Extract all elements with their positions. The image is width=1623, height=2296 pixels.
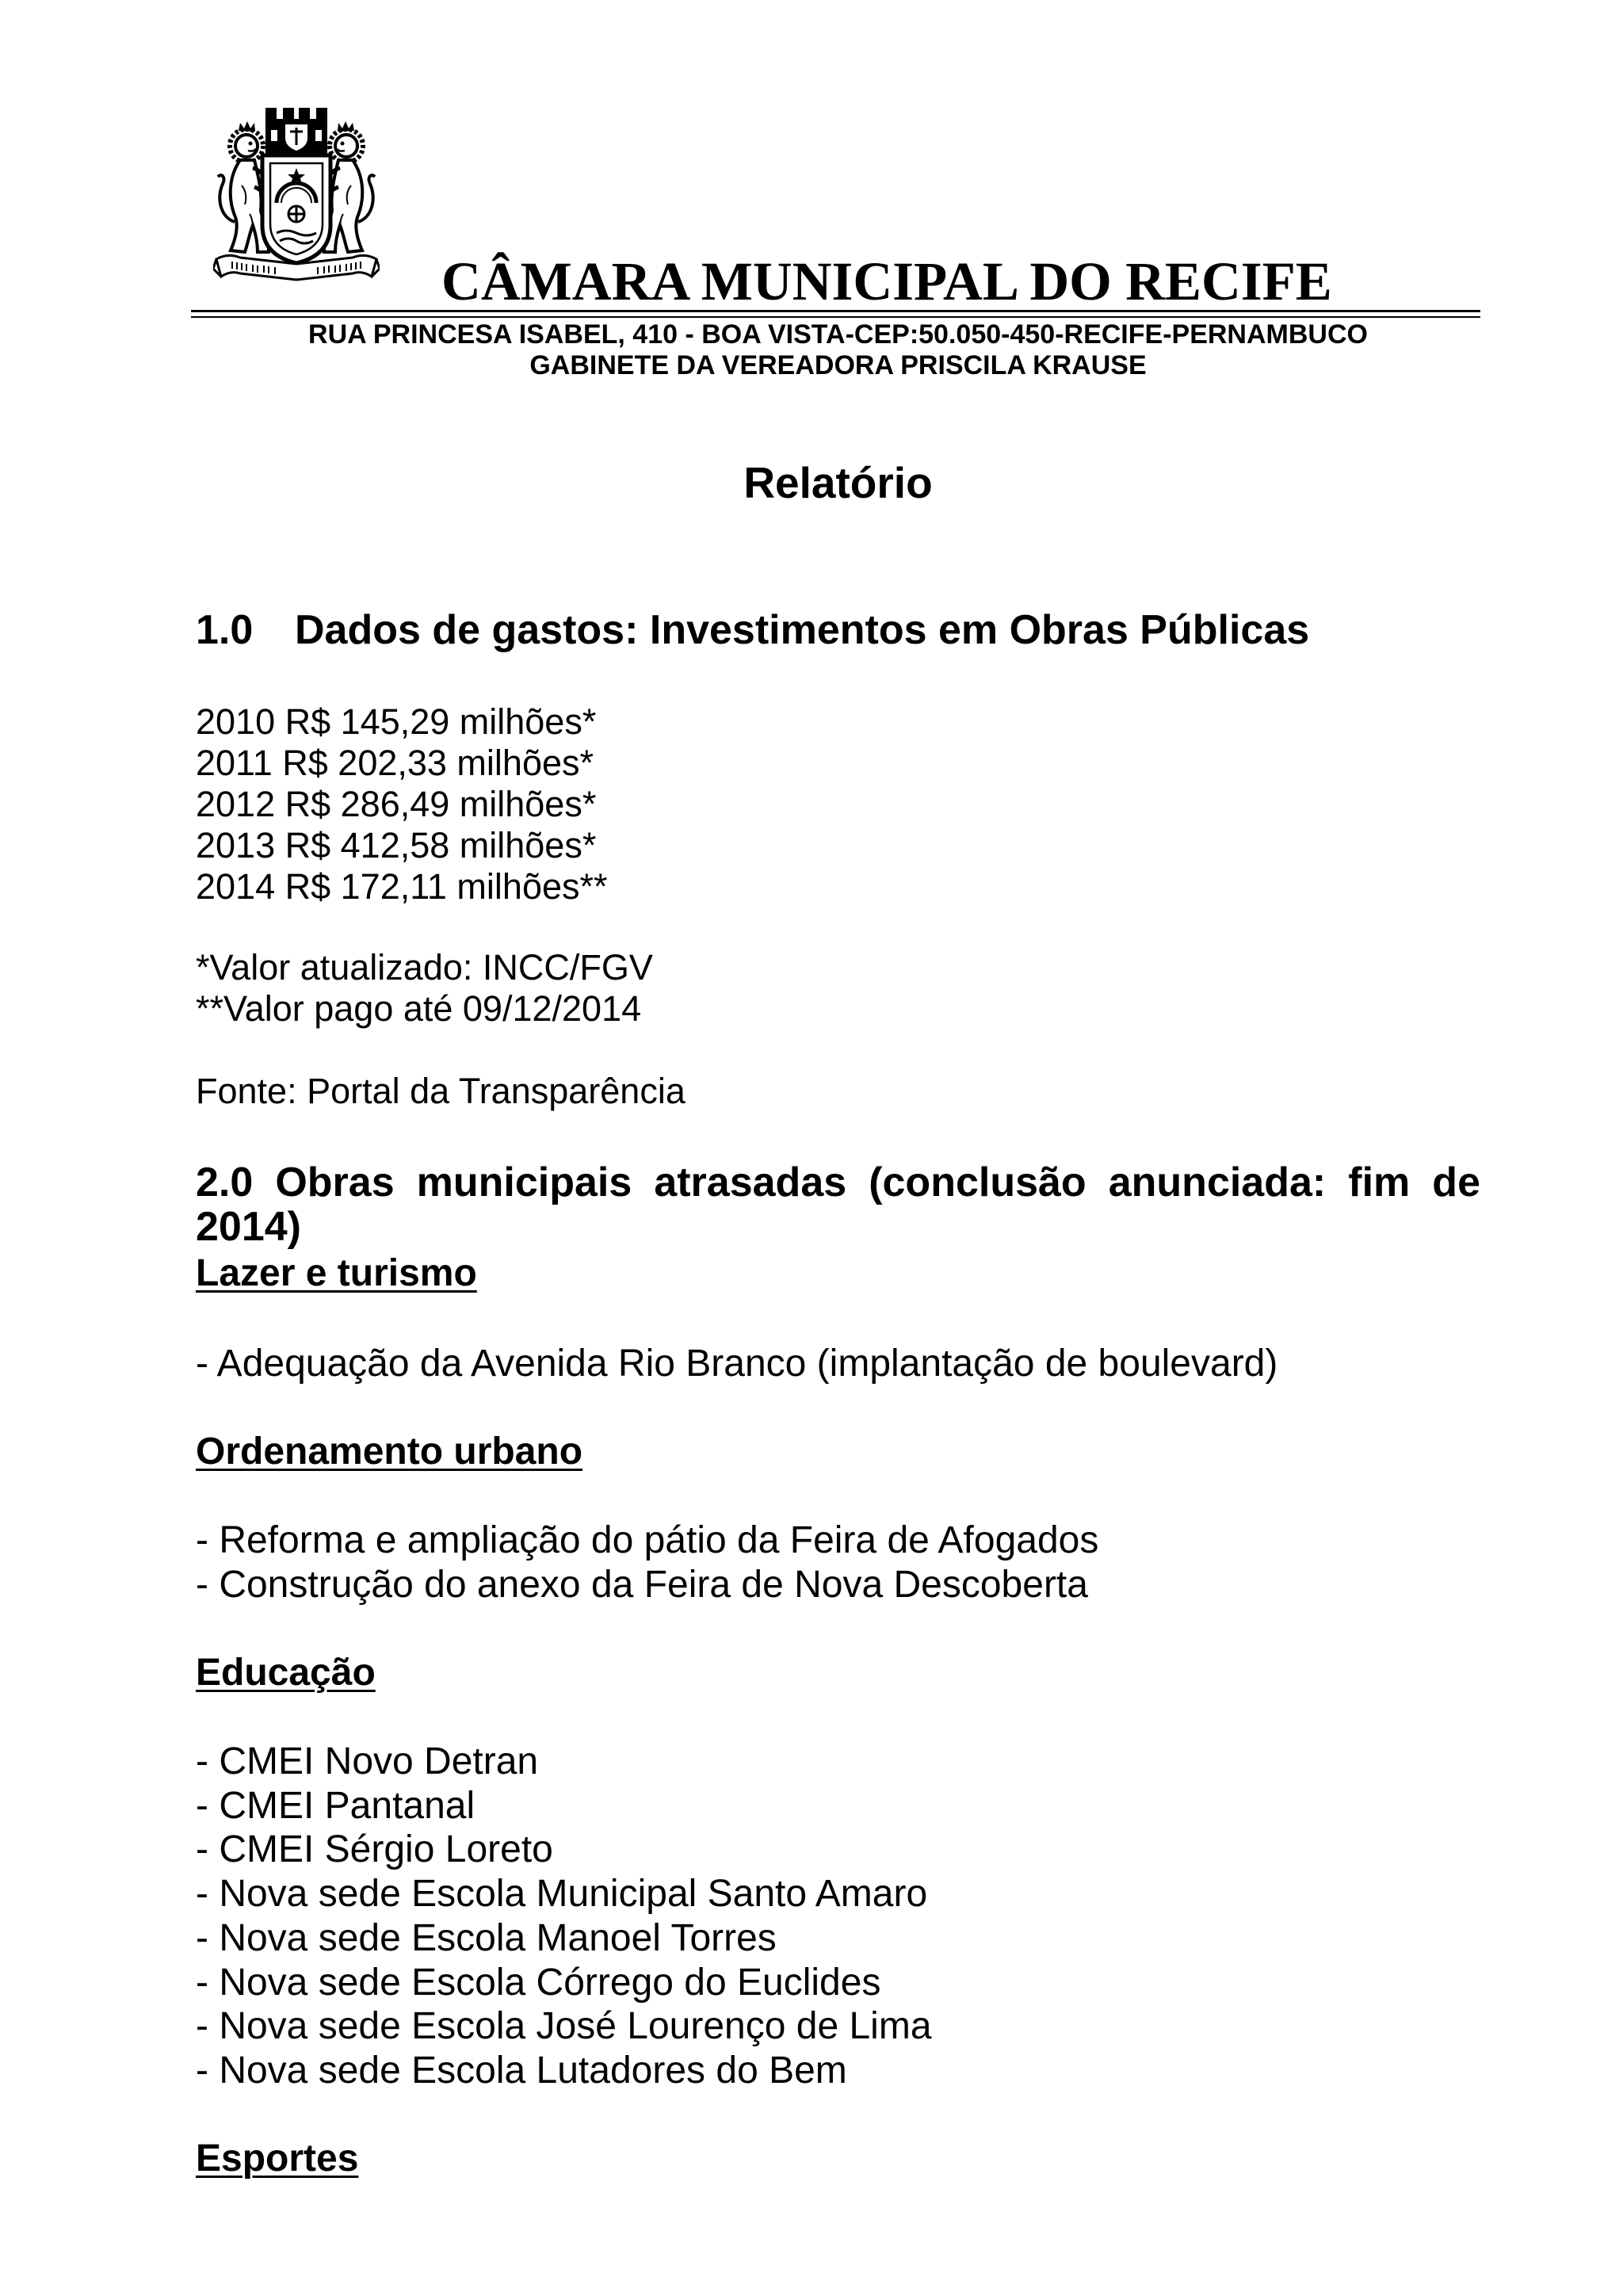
list-item: - CMEI Pantanal (196, 1784, 475, 1827)
category-heading-educacao: Educação (196, 1652, 376, 1694)
spending-line: 2011 R$ 202,33 milhões* (196, 743, 594, 783)
category-heading-esportes: Esportes (196, 2137, 359, 2179)
spending-line: 2012 R$ 286,49 milhões* (196, 784, 597, 824)
crest-shield (262, 155, 330, 263)
office-line: GABINETE DA VEREADORA PRISCILA KRAUSE (529, 350, 1147, 380)
address-line: RUA PRINCESA ISABEL, 410 - BOA VISTA-CEP:50.050-450-RECIFE-PERNAMBUCO (308, 319, 1368, 350)
category-list-lazer-turismo (196, 1342, 1277, 1386)
category-heading-ordenamento-urbano: Ordenamento urbano (196, 1431, 583, 1473)
section-2-heading-line: 2014) (196, 1204, 301, 1250)
spending-list (196, 701, 608, 907)
footnote: *Valor atualizado: INCC/FGV (196, 947, 653, 988)
list-item: - Adequação da Avenida Rio Branco (implantação de boulevard) (196, 1343, 1278, 1385)
list-item: - Nova sede Escola José Lourenço de Lima (196, 2005, 932, 2048)
section-number: 1.0 (196, 607, 254, 653)
section-1-heading (196, 606, 1309, 654)
list-item: - Construção do anexo da Feira de Nova Descoberta (196, 1564, 1088, 1606)
institution-name: CÂMARA MUNICIPAL DO RECIFE (441, 251, 1332, 311)
footnote: **Valor pago até 09/12/2014 (196, 988, 642, 1029)
list-item: - Nova sede Escola Córrego do Euclides (196, 1961, 881, 2004)
letterhead-details (196, 319, 1480, 381)
coat-of-arms (213, 106, 380, 283)
list-item: - CMEI Sérgio Loreto (196, 1828, 553, 1871)
list-item: - Nova sede Escola Municipal Santo Amaro (196, 1873, 928, 1916)
list-item: - Reforma e ampliação do pátio da Feira de Afogados (196, 1519, 1099, 1561)
header-double-rule (191, 310, 1480, 318)
category-list-educacao (196, 1740, 932, 2093)
section-2-heading-line: 2.0 Obras municipais atrasadas (conclusão anunciada: fim de (196, 1159, 1480, 1205)
source-note: Fonte: Portal da Transparência (196, 1071, 685, 1111)
footnotes (196, 947, 653, 1030)
spending-line: 2010 R$ 145,29 milhões* (196, 701, 597, 742)
section-heading-text: Dados de gastos: Investimentos em Obras Públicas (295, 607, 1310, 653)
list-item: - Nova sede Escola Lutadores do Bem (196, 2049, 847, 2092)
category-list-ordenamento-urbano (196, 1519, 1098, 1607)
section-2-heading (196, 1160, 1480, 1249)
spending-line: 2014 R$ 172,11 milhões** (196, 866, 608, 907)
list-item: - Nova sede Escola Manoel Torres (196, 1916, 777, 1959)
list-item: - CMEI Novo Detran (196, 1740, 539, 1782)
category-heading-lazer-turismo: Lazer e turismo (196, 1252, 477, 1294)
coat-of-arms-icon (213, 106, 380, 283)
spending-line: 2013 R$ 412,58 milhões* (196, 825, 597, 865)
report-title: Relatório (743, 458, 933, 507)
crest-crown (265, 108, 327, 154)
